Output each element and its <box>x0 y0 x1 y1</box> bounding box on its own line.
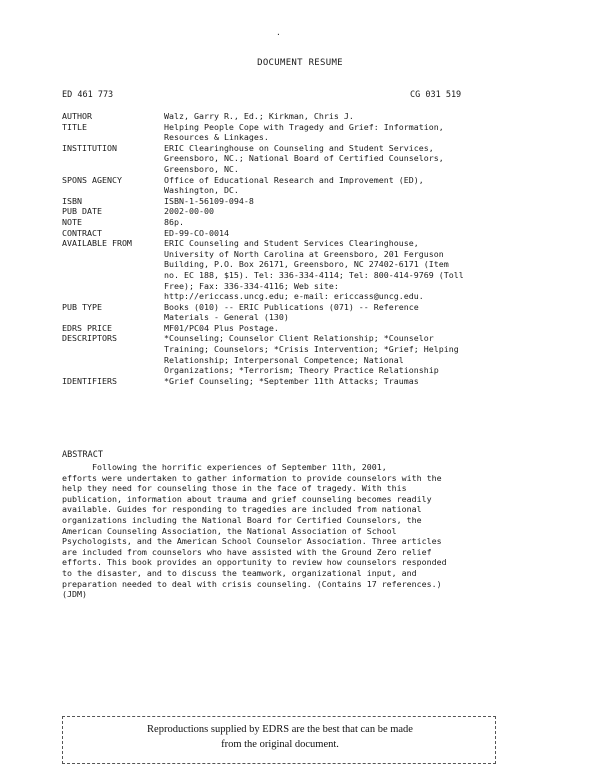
field-row-spons-agency <box>62 175 532 196</box>
field-label: IDENTIFIERS <box>62 375 117 386</box>
abstract-heading: ABSTRACT <box>62 450 103 460</box>
field-label: EDRS PRICE <box>62 322 112 333</box>
field-label: TITLE <box>62 121 87 132</box>
decor-mark: · <box>276 30 281 39</box>
field-value: *Grief Counseling; *September 11th Attacks; Traumas <box>164 375 419 386</box>
field-value: Helping People Cope with Tragedy and Grief: Information, Resources & Linkages. <box>164 121 444 143</box>
field-value: ERIC Counseling and Student Services Clearinghouse, University of North Carolina at Greensboro, 201 Ferguson Building, P.O. Box 26171, Greensboro, NC 27402-6171 (Item no. EC 188, $15). Tel: 336-334-4114; Tel: 800-414-9769 (Toll Free); Fax: 336-334-4116; Web site: http://ericcass.uncg.edu; e-mail: ericcass@uncg.edu. <box>164 238 464 302</box>
ed-number: ED 461 773 <box>62 90 114 100</box>
field-value: 86p. <box>164 216 184 227</box>
field-label: PUB TYPE <box>62 301 102 312</box>
field-label: ISBN <box>62 195 82 206</box>
field-value: ERIC Clearinghouse on Counseling and Student Services, Greensboro, NC.; National Board of Certified Counselors, Greensboro, NC. <box>164 142 444 174</box>
cg-number: CG 031 519 <box>410 90 462 100</box>
field-value: ED-99-CO-0014 <box>164 227 229 238</box>
field-label: AUTHOR <box>62 111 92 121</box>
document-title: DOCUMENT RESUME <box>257 58 343 68</box>
abstract-text: Following the horrific experiences of September 11th, 2001, efforts were undertaken to gather information to provide counselors with the help they need for counseling those in the face of tragedy. With this publication, information about trauma and grief counseling becomes readily available. Guides for responding to tragedies are included from national organizations including the National Board for Certified Counselors, the American Counseling Association, the National Association of School Psychologists, and the American School Counselor Association. Three articles are included from counselors who have assisted with the Ground Zero relief efforts. This book provides an opportunity to review how counselors responded to the disaster, and to discuss the teamwork, organizational input, and preparation needed to deal with crisis counseling. (Contains 17 references.) (JDM) <box>62 462 447 600</box>
field-row-title <box>62 122 532 143</box>
field-row-edrs-price <box>62 323 532 334</box>
field-value: Office of Educational Research and Improvement (ED), Washington, DC. <box>164 174 424 196</box>
field-label: DESCRIPTORS <box>62 333 117 344</box>
field-label: NOTE <box>62 216 82 227</box>
field-row-pub-date <box>62 206 532 217</box>
field-value: Walz, Garry R., Ed.; Kirkman, Chris J. <box>164 111 354 121</box>
field-label: INSTITUTION <box>62 142 117 153</box>
field-label: SPONS AGENCY <box>62 174 122 185</box>
field-row-isbn <box>62 196 532 207</box>
field-label: PUB DATE <box>62 206 102 217</box>
reproduction-line-1: Reproductions supplied by EDRS are the best that can be made <box>147 724 413 735</box>
field-value: ISBN-1-56109-094-8 <box>164 195 254 206</box>
field-label: AVAILABLE FROM <box>62 238 132 249</box>
field-row-institution <box>62 143 532 175</box>
field-row-pub-type <box>62 302 532 323</box>
field-row-contract <box>62 228 532 239</box>
field-value: MF01/PC04 Plus Postage. <box>164 322 279 333</box>
field-value: *Counseling; Counselor Client Relationship; *Counselor Training; Counselors; *Crisis Intervention; *Grief; Helping Relationship; Interpersonal Competence; National Organizations; *Terrorism; Theory Practice Relationship <box>164 333 459 376</box>
metadata-fields <box>62 111 532 386</box>
field-label: CONTRACT <box>62 227 102 238</box>
reproduction-line-2: from the original document. <box>221 739 339 750</box>
field-row-identifiers <box>62 376 532 387</box>
field-value: Books (010) -- ERIC Publications (071) -- Reference Materials - General (130) <box>164 301 419 323</box>
reproduction-notice <box>80 722 480 752</box>
field-row-descriptors <box>62 333 532 375</box>
field-row-note <box>62 217 532 228</box>
field-row-author <box>62 111 532 122</box>
field-row-available-from <box>62 238 532 302</box>
field-value: 2002-00-00 <box>164 206 214 217</box>
